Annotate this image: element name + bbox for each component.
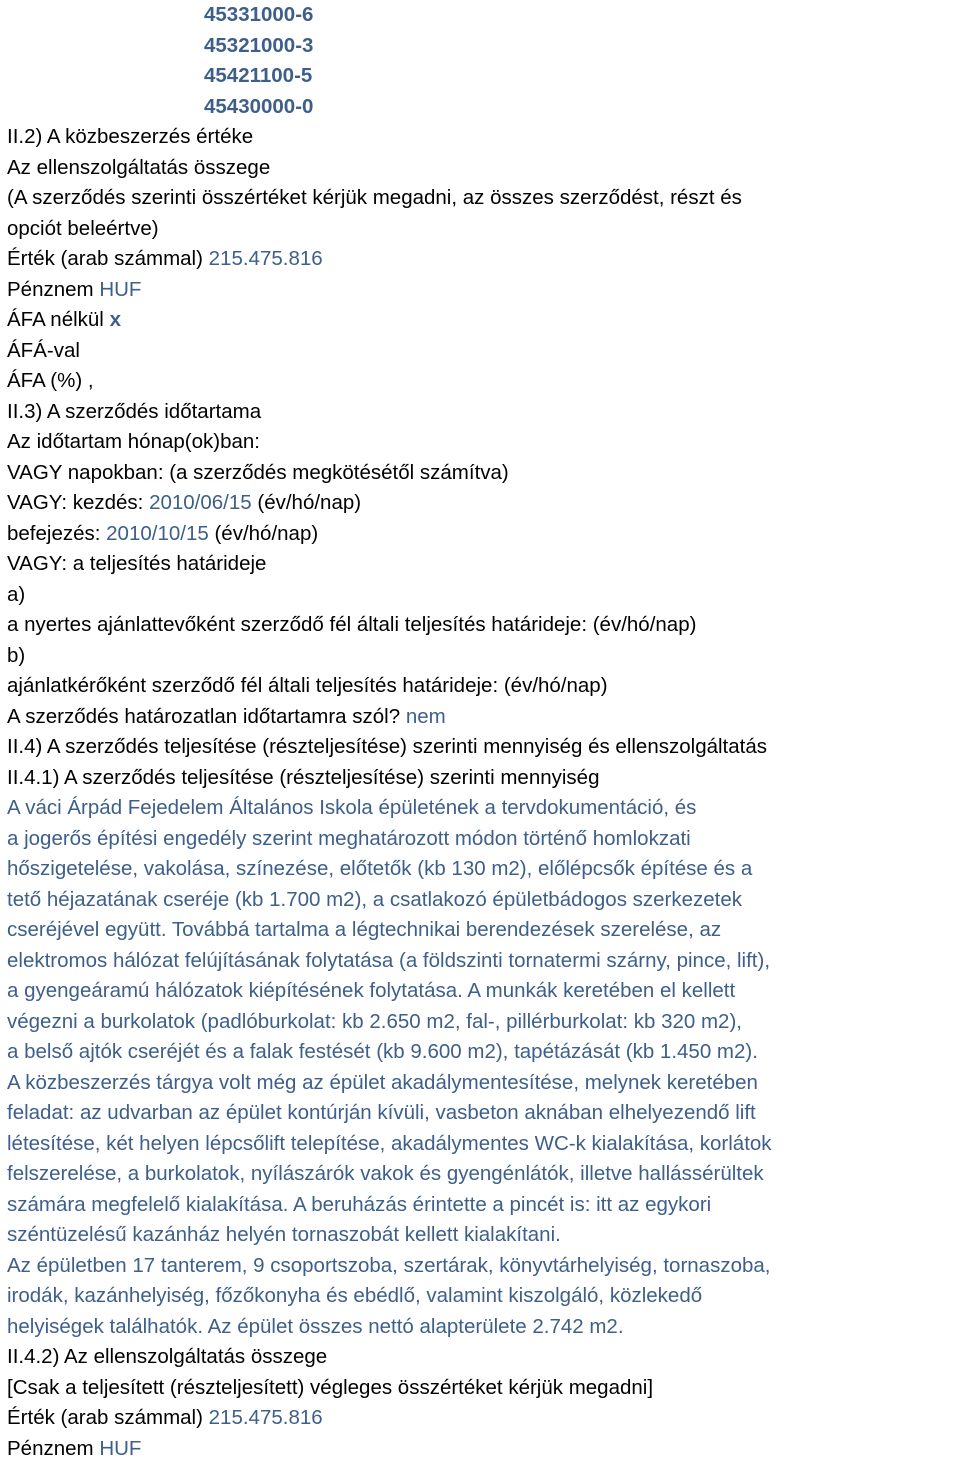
end-date-suffix: (év/hó/nap) xyxy=(214,521,319,545)
cpv-code: 45321000-3 xyxy=(204,33,314,57)
end-date-row xyxy=(7,519,957,550)
option-b-text: ajánlatkérőként szerződő fél általi teljesítés határideje: (év/hó/nap) xyxy=(7,674,608,697)
description-line: felszerelése, a burkolatok, nyílászárók vakok és gyengénlátók, illetve hallássérültek xyxy=(7,1162,764,1185)
currency-row xyxy=(7,1434,957,1464)
description-line: helyiségek találhatók. Az épület összes nettó alapterülete 2.742 m2. xyxy=(7,1314,624,1338)
description-line: széntüzelésű kazánház helyén tornaszobát kellett kialakítani. xyxy=(7,1223,561,1246)
description-line: cseréjével együtt. Továbbá tartalma a légtechnikai berendezések szerelése, az xyxy=(7,918,722,941)
description-line: a belső ajtók cseréjét és a falak festését (kb 9.600 m2), tapétázását (kb 1.450 m2). xyxy=(7,1040,758,1063)
indefinite-row xyxy=(7,702,957,733)
description-line: tető héjazatának cseréje (kb 1.700 m2), a csatlakozó épületbádogos szerkezetek xyxy=(7,887,743,911)
subsection-heading: II.4.2) Az ellenszolgáltatás összege xyxy=(7,1345,328,1368)
currency-value: HUF xyxy=(99,277,142,301)
start-date-value: 2010/06/15 xyxy=(149,491,252,514)
description-line: elektromos hálózat felújításának folytatása (a földszinti tornatermi szárny, pince, lift), xyxy=(7,948,771,972)
section-note: opciót beleértve) xyxy=(7,216,159,240)
indefinite-value: nem xyxy=(405,704,446,728)
document-body xyxy=(7,0,957,1464)
indefinite-label: A szerződés határozatlan időtartamra szól? xyxy=(7,704,401,728)
value: 215.475.816 xyxy=(208,247,323,270)
vat-rate-label: ÁFA (%) , xyxy=(7,369,94,392)
description-line: számára megfelelő kialakítása. A beruházás érintette a pincét is: itt az egykori xyxy=(7,1192,712,1216)
duration-months-label: Az időtartam hónap(ok)ban: xyxy=(7,430,260,453)
description-line: A közbeszerzés tárgya volt még az épület akadálymentesítése, melynek keretében xyxy=(7,1070,758,1094)
value-label: Érték (arab számmal) xyxy=(7,1406,203,1429)
start-date-label: VAGY: kezdés: xyxy=(7,491,144,514)
currency-row xyxy=(7,275,957,306)
option-b-label: b) xyxy=(7,643,26,667)
vat-excluded-mark: x xyxy=(109,308,121,331)
currency-label: Pénznem xyxy=(7,277,94,301)
description-line: Az épületben 17 tanterem, 9 csoportszoba, szertárak, könyvtárhelyiség, tornaszoba, xyxy=(7,1253,771,1277)
currency-label: Pénznem xyxy=(7,1436,94,1460)
end-date-value: 2010/10/15 xyxy=(106,521,209,545)
end-date-label: befejezés: xyxy=(7,521,101,545)
description-line: létesítése, két helyen lépcsőlift telepítése, akadálymentes WC-k kialakítása, korlátok xyxy=(7,1131,772,1155)
section-subheading: Az ellenszolgáltatás összege xyxy=(7,155,271,179)
subsection-heading: II.4.1) A szerződés teljesítése (részteljesítése) szerinti mennyiség xyxy=(7,765,600,789)
deadline-label: VAGY: a teljesítés határideje xyxy=(7,552,267,575)
cpv-code: 45430000-0 xyxy=(204,94,314,118)
value-row xyxy=(7,244,957,275)
section-heading: II.3) A szerződés időtartama xyxy=(7,399,262,423)
description-line: feladat: az udvarban az épület kontúrján kívüli, vasbeton aknában elhelyezendő lift xyxy=(7,1101,756,1124)
duration-days-label: VAGY napokban: (a szerződés megkötésétől számítva) xyxy=(7,460,509,484)
subsection-note: [Csak a teljesített (részteljesített) végleges összértéket kérjük megadni] xyxy=(7,1375,654,1399)
start-date-row xyxy=(7,488,957,519)
description-line: A váci Árpád Fejedelem Általános Iskola épületének a tervdokumentáció, és xyxy=(7,796,697,819)
option-a-label: a) xyxy=(7,582,26,606)
value-row xyxy=(7,1403,957,1434)
value-label: Érték (arab számmal) xyxy=(7,247,203,270)
currency-value: HUF xyxy=(99,1436,142,1460)
cpv-code: 45421100-5 xyxy=(204,64,313,87)
vat-excluded-label: ÁFA nélkül xyxy=(7,308,104,331)
description-line: hőszigetelése, vakolása, színezése, előtetők (kb 130 m2), előlépcsők építése és a xyxy=(7,857,753,880)
vat-included-label: ÁFÁ-val xyxy=(7,338,80,362)
description-line: irodák, kazánhelyiség, főzőkonyha és ebédlő, valamint kiszolgáló, közlekedő xyxy=(7,1284,703,1307)
section-heading: II.4) A szerződés teljesítése (részteljesítése) szerinti mennyiség és ellenszolgáltatás xyxy=(7,735,767,758)
description-line: a gyengeáramú hálózatok kiépítésének folytatása. A munkák keretében el kellett xyxy=(7,979,736,1002)
value: 215.475.816 xyxy=(208,1406,323,1429)
start-date-suffix: (év/hó/nap) xyxy=(257,491,362,514)
section-heading: II.2) A közbeszerzés értéke xyxy=(7,125,254,148)
description-line: végezni a burkolatok (padlóburkolat: kb 2.650 m2, fal-, pillérburkolat: kb 320 m2), xyxy=(7,1009,742,1033)
description-line: a jogerős építési engedély szerint meghatározott módon történő homlokzati xyxy=(7,826,691,850)
cpv-code: 45331000-6 xyxy=(204,3,314,26)
option-a-text: a nyertes ajánlattevőként szerződő fél általi teljesítés határideje: (év/hó/nap) xyxy=(7,613,697,636)
vat-excluded-row xyxy=(7,305,957,336)
section-note: (A szerződés szerinti összértéket kérjük megadni, az összes szerződést, részt és xyxy=(7,186,742,209)
